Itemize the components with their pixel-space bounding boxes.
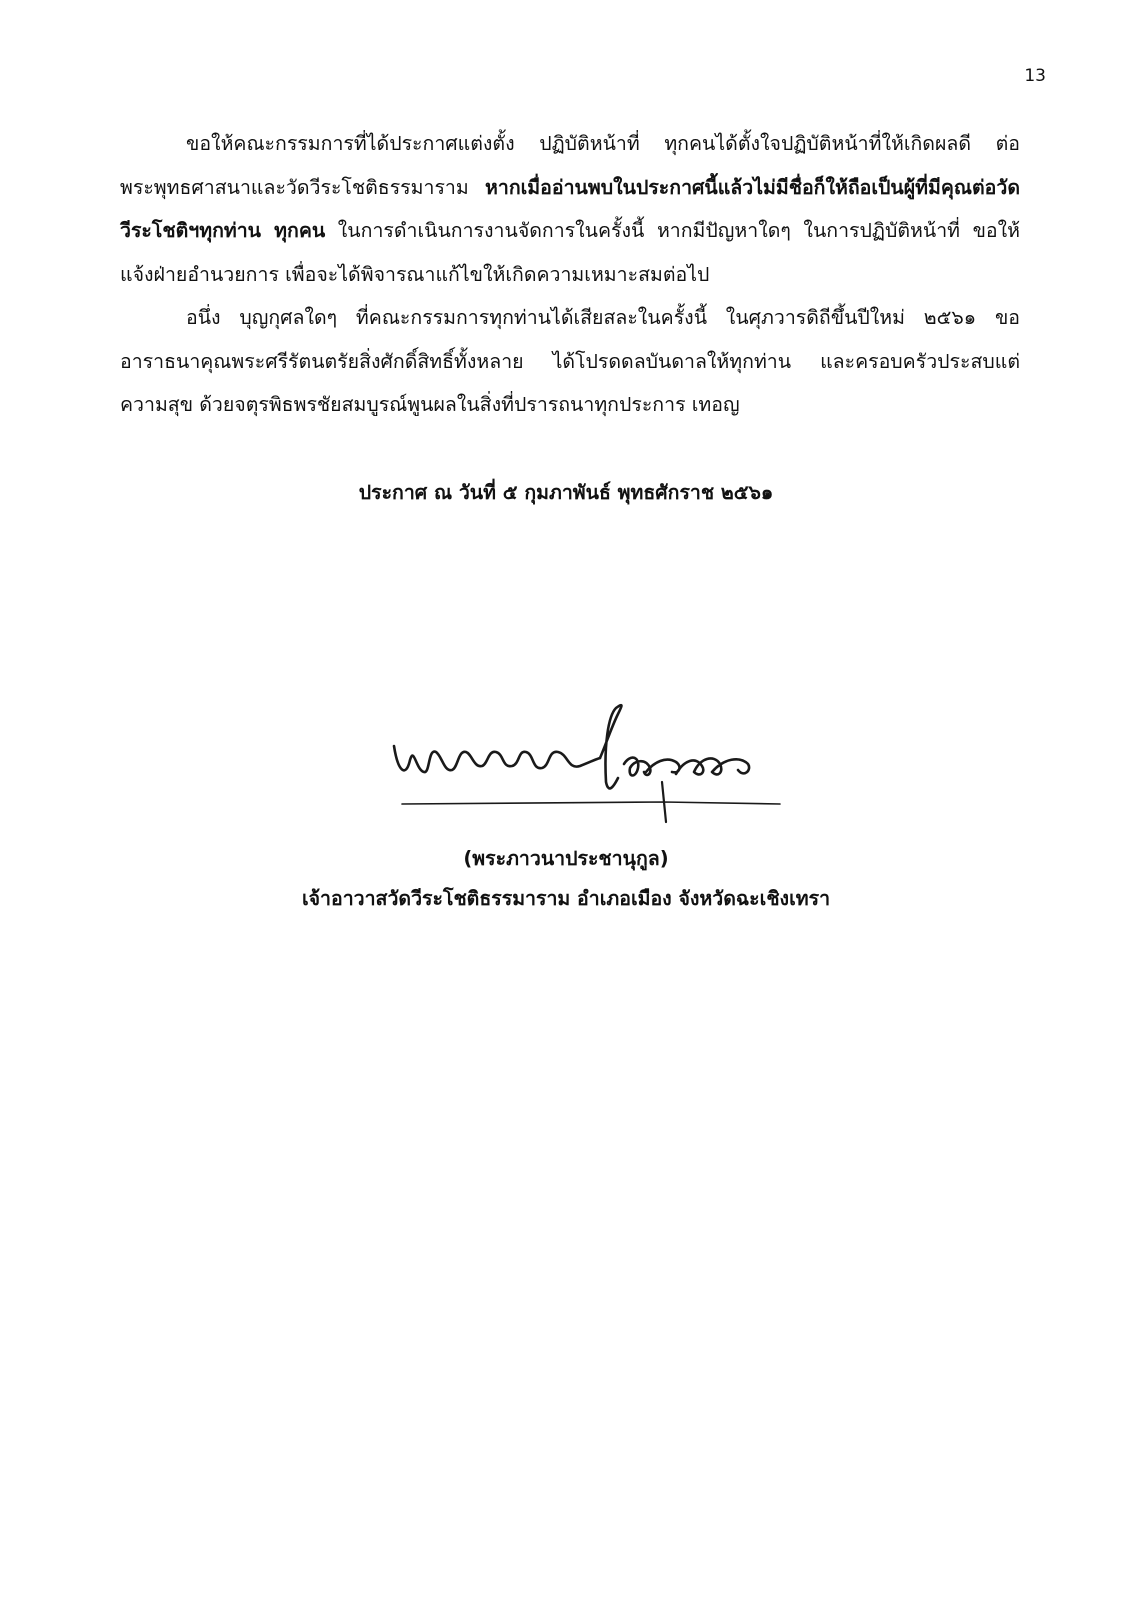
handwritten-signature	[384, 686, 804, 836]
page-number: 13	[1024, 66, 1046, 86]
paragraph-1-text-end: ในการดำเนินการงานจัดการในครั้งนี้ หากมีปัญหาใดๆ ในการปฏิบัติหน้าที่ ขอให้แจ้งฝ่ายอำนวยการ เพื่อจะได้พิจารณาแก้ไขให้เกิดความเหมาะสมต่อไป	[120, 219, 1020, 286]
signature-drawing	[384, 686, 804, 836]
paragraph-blessing: อนึ่ง บุญกุศลใดๆ ที่คณะกรรมการทุกท่านได้เสียสละในครั้งนี้ ในศุภวารดิถีขึ้นปีใหม่ ๒๕๖๑ ขออาราธนาคุณพระศรีรัตนตรัยสิ่งศักดิ์สิทธิ์ทั้งหลาย ได้โปรดดลบันดาลให้ทุกท่าน และครอบครัวประสบแต่ความสุข ด้วยจตุรพิธพรชัยสมบูรณ์พูนผลในสิ่งที่ปรารถนาทุกประการ เทอญ	[120, 306, 1020, 416]
paragraph-committee-duties	[120, 122, 1020, 296]
announcement-body	[120, 122, 1020, 427]
signer-position: เจ้าอาวาสวัดวีระโชติธรรมาราม อำเภอเมือง จังหวัดฉะเชิงเทรา	[301, 887, 831, 910]
announcement-date: ประกาศ ณ วันที่ ๕ กุมภาพันธ์ พุทธศักราช ๒๕๖๑	[358, 481, 774, 504]
signer-name: (พระภาวนาประชานุกูล)	[463, 847, 669, 870]
paragraph-1-bold-text: หากเมื่ออ่านพบในประกาศนี้แล้วไม่มีชื่อก็ให้ถือเป็นผู้ที่มีคุณต่อวัดวีระโชติฯทุกท่าน ทุกคน	[120, 175, 1020, 242]
paragraph-1-text-start: ขอให้คณะกรรมการที่ได้ประกาศแต่งตั้ง ปฏิบัติหน้าที่ ทุกคนได้ตั้งใจปฏิบัติหน้าที่ให้เกิดผลดี ต่อพระพุทธศาสนาและวัดวีระโชติธรรมาราม	[120, 132, 1020, 199]
